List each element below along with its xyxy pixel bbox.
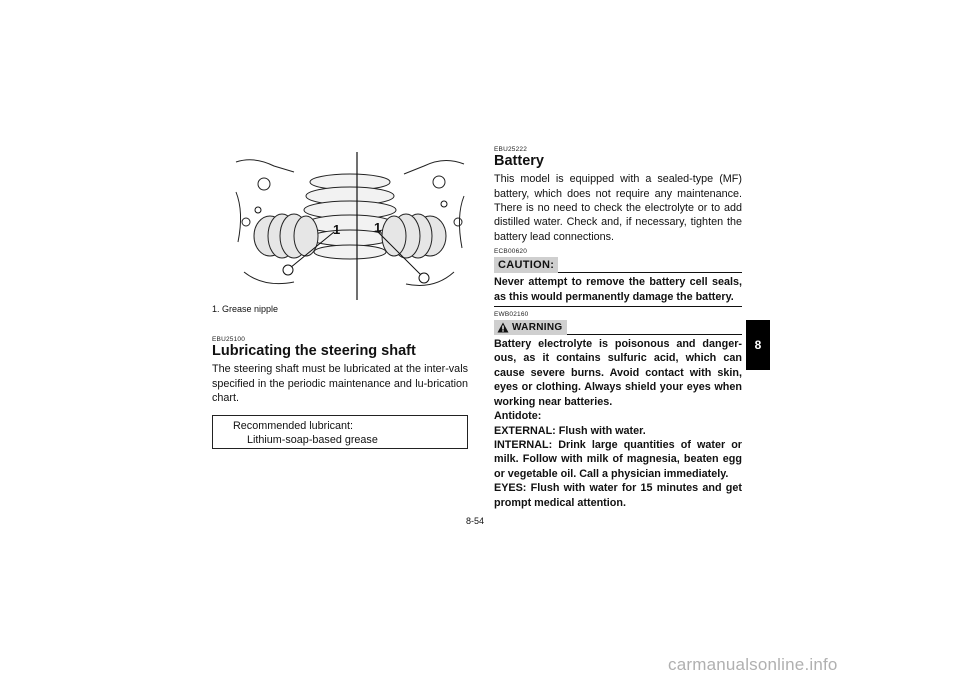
warning-triangle-icon — [497, 322, 509, 333]
section-title: Battery — [494, 153, 544, 169]
lubricant-heading: Recommended lubricant: — [233, 420, 354, 433]
figure-caption: 1. Grease nipple — [212, 304, 279, 314]
section-tab: 8 — [746, 320, 770, 370]
left-column — [212, 152, 468, 449]
section-body: This model is equipped with a sealed-type (MF) battery, which does not require any maintenance. There is no need to check the electrolyte or to add distilled water. Check and, if necessary, tighten the battery lead connections. — [494, 173, 742, 243]
warning-text: Battery electrolyte is poisonous and danger-ous, as it contains sulfuric acid, which can cause severe burns. Avoid contact with skin, eyes or clothing. Always shield your eyes when working near batteries. — [494, 338, 742, 408]
caution-text: Never attempt to remove the battery cell seals, as this would permanently damage the battery. — [494, 276, 742, 303]
steering-shaft-illustration — [234, 152, 466, 300]
page-number: 8-54 — [466, 516, 485, 526]
steering-shaft-figure — [234, 152, 466, 300]
warning-rule — [567, 334, 742, 335]
section-title: Lubricating the steering shaft — [212, 343, 416, 359]
caution-header — [494, 257, 742, 273]
section-code: EBU25222 — [494, 146, 528, 153]
caution-end-rule — [494, 306, 742, 307]
warning-header — [494, 320, 742, 335]
lubricant-value: Lithium-soap-based grease — [247, 434, 378, 447]
caution-code: ECB00620 — [494, 248, 528, 256]
antidote-internal: INTERNAL: Drink large quantities of water or milk. Follow with milk of magnesia, beaten egg or vegetable oil. Call a physician immediately. — [494, 438, 742, 480]
callout-1-right: 1 — [374, 220, 382, 235]
warning-label: WARNING — [512, 322, 563, 334]
watermark-text: carmanualsonline.info — [668, 655, 838, 674]
recommended-lubricant-box — [212, 415, 468, 449]
warning-badge — [494, 320, 567, 335]
section-code: EBU25100 — [212, 336, 246, 343]
antidote-external: EXTERNAL: Flush with water. — [494, 424, 646, 437]
caution-rule — [558, 272, 742, 273]
antidote-eyes: EYES: Flush with water for 15 minutes and get prompt medical attention. — [494, 482, 742, 509]
callout-1-left: 1 — [333, 222, 341, 237]
warning-code: EWB02160 — [494, 311, 529, 319]
right-column — [494, 146, 742, 510]
caution-label: CAUTION: — [494, 257, 558, 273]
section-body: The steering shaft must be lubricated at the inter-vals specified in the periodic maintenance and lu-brication chart. — [212, 363, 468, 405]
antidote-heading: Antidote: — [494, 410, 542, 423]
